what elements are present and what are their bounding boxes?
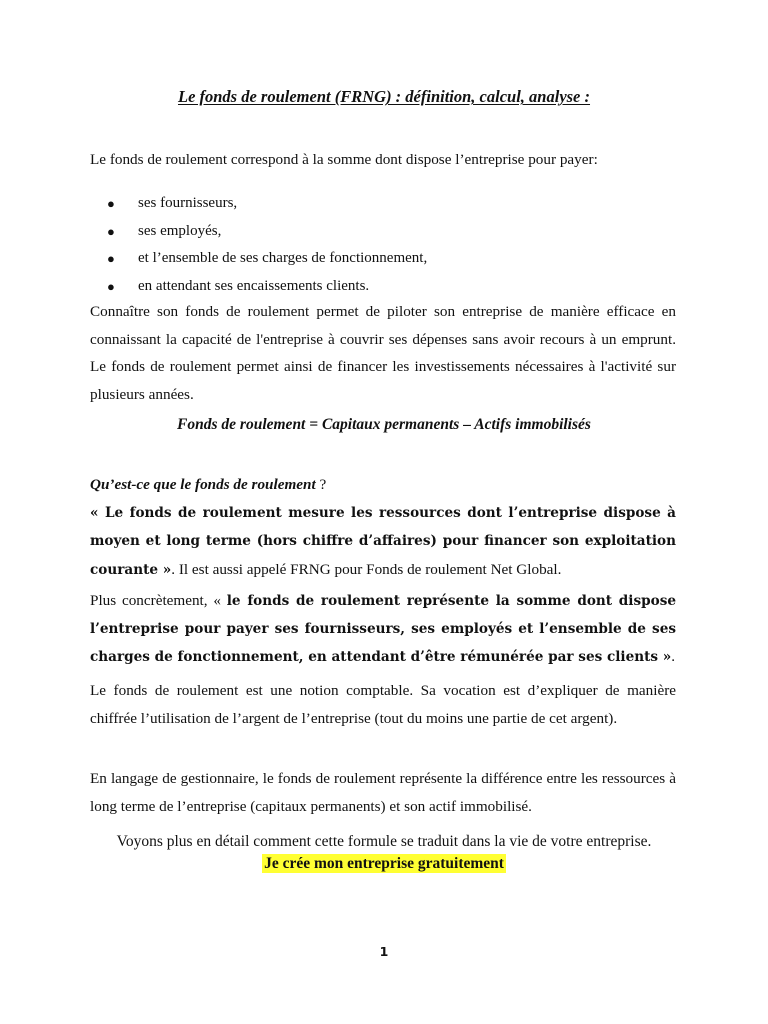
list-item: ● en attendant ses encaissements clients. [90,273,676,301]
list-item: ● et l’ensemble de ses charges de fonctionnement, [90,245,676,273]
intro-paragraph: Le fonds de roulement correspond à la somme dont dispose l’entreprise pour payer: [90,151,598,168]
create-company-link[interactable]: Je crée mon entreprise gratuitement [264,855,504,872]
definition-rest: . Il est aussi appelé FRNG pour Fonds de roulement Net Global. [171,560,562,578]
cta-wrapper [0,855,768,873]
bullet-list [90,190,676,300]
question-section [90,471,676,584]
connaitre-paragraph: Connaître son fonds de roulement permet de piloter son entreprise de manière efficace en connaissant la capacité de l'entreprise à couvrir ses dépenses sans avoir recours à un emprunt. Le fonds de roulement permet ainsi de financer les investissements nécessaires à l'activité sur plusieurs années. [90,303,676,403]
langage-paragraph: En langage de gestionnaire, le fonds de roulement représente la différence entre les ressources à long terme de l’entreprise (capitaux permanents) et son actif immobilisé. [90,770,676,815]
formula-line: Fonds de roulement = Capitaux permanents – Actifs immobilisés [177,416,591,433]
plus-lead: Plus concrètement, « [90,592,227,609]
bullet-icon: ● [107,196,115,211]
page-number: 1 [379,944,389,959]
question-heading: Qu’est-ce que le fonds de roulement [90,476,316,493]
page-title: Le fonds de roulement (FRNG) : définition, calcul, analyse : [177,87,591,106]
question-mark: ? [315,476,327,493]
bullet-icon: ● [107,251,115,266]
definition-bold: « Le fonds de roulement mesure les ressources dont l’entreprise dispose à moyen et long terme (hors chiffre d’affaires) pour financer son exploitation courante » [90,504,676,578]
list-item: ● ses employés, [90,218,676,246]
voyons-paragraph: Voyons plus en détail comment cette formule se traduit dans la vie de votre entreprise. [116,833,652,850]
notion-paragraph: Le fonds de roulement est une notion comptable. Sa vocation est d’expliquer de manière chiffrée l’utilisation de l’argent de l’entreprise (tout du moins une partie de cet argent). [90,682,676,727]
plus-bold: le fonds de roulement représente la somme dont dispose l’entreprise pour payer ses fournisseurs, ses employés et l’ensemble de ses charges de fonctionnement, en attendant d’être rémunérée par ses clients » [90,593,676,665]
plus-end: . [671,648,676,665]
list-item: ● ses fournisseurs, [90,190,676,218]
bullet-icon: ● [107,278,115,294]
bullet-icon: ● [107,223,115,239]
plus-paragraph [90,587,676,671]
